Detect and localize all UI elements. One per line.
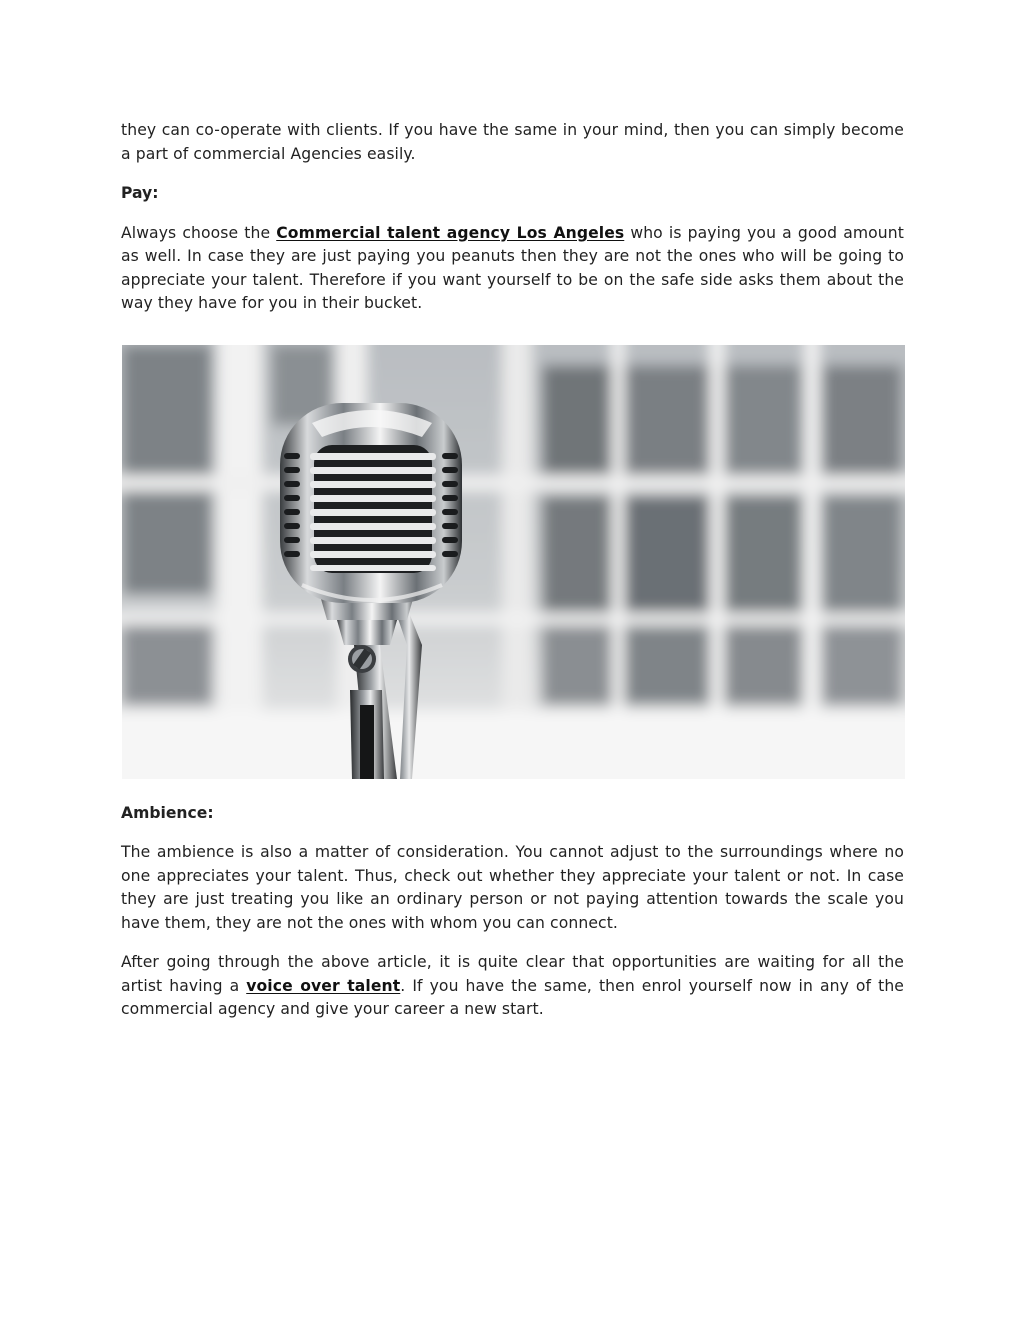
ambience-heading: Ambience: <box>121 803 214 822</box>
closing-text-after-link: . If you have the same, then enrol yourself now in any of the commercial agency and give your career a new start. <box>121 976 905 1018</box>
intro-paragraph: they can co-operate with clients. If you have the same in your mind, then you can simply become a part of commercial Agencies easily. <box>121 121 904 163</box>
commercial-talent-agency-link[interactable]: Commercial talent agency Los Angeles <box>276 223 625 242</box>
window-background <box>122 345 905 779</box>
closing-paragraph <box>121 951 904 1022</box>
pay-text-after-link: who is paying you a good amount as well. In case they are just paying you peanuts then they are not the ones who will be going to appreciate your talent. Therefore if you want yourself to be on the safe side asks them about the way they have for you in their bucket. <box>121 223 904 312</box>
closing-text-before-link: After going through the above article, it is quite clear that opportunities are waiting for all the artist having a <box>121 953 904 995</box>
voice-over-talent-link[interactable]: voice over talent <box>246 976 401 995</box>
pay-text-before-link: Always choose the <box>121 223 277 242</box>
document-page <box>121 119 904 1022</box>
microphone-photo <box>122 345 905 779</box>
pay-heading: Pay: <box>121 184 159 202</box>
ambience-paragraph: The ambience is also a matter of consideration. You cannot adjust to the surroundings where no one appreciates your talent. Thus, check out whether they appreciate your talent or not. In case they are just treating you like an ordinary person or not paying attention towards the scale you have them, they are not the ones with whom you can connect. <box>121 843 904 932</box>
pay-paragraph <box>121 222 904 316</box>
